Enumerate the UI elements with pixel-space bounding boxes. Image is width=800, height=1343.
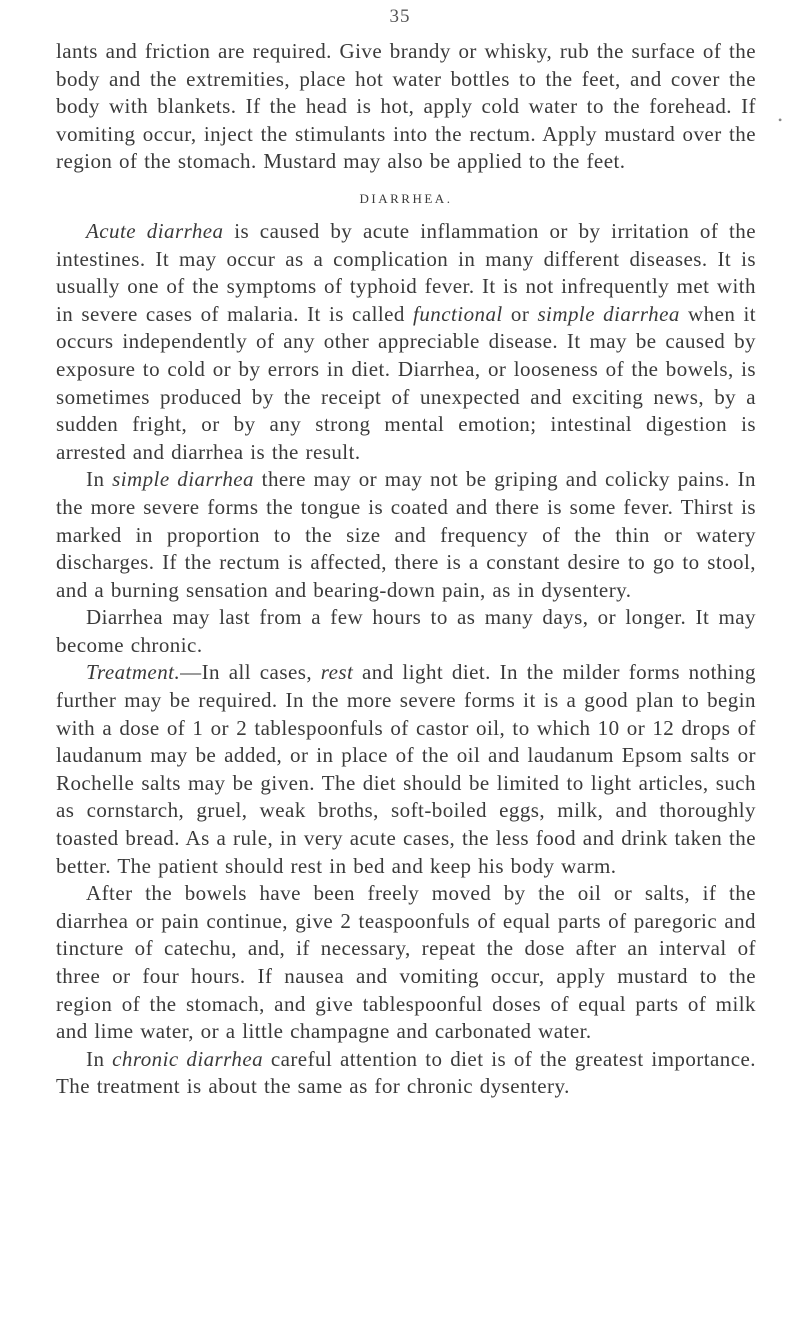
paragraph-acute-diarrhea	[56, 218, 756, 466]
page-number: 35	[389, 6, 411, 27]
text-fragment: —In all cases,	[180, 660, 321, 685]
text-fragment: careful attention to diet is of the greatest importance. The treatment is about the same as for chronic dysentery.	[56, 1046, 756, 1099]
paragraph-chronic	[56, 1046, 756, 1101]
text-fragment: or	[502, 301, 538, 326]
paragraph-continuation: lants and friction are required. Give brandy or whisky, rub the surface of the body and the extremities, place hot water bottles to the feet, and cover the body with blankets. If the head is hot, apply cold water to the forehead. If vomiting occur, inject the stimulants into the rectum. Apply mustard over the region of the stomach. Mustard may also be applied to the feet.	[56, 39, 756, 174]
term-treatment: Treatment.	[86, 660, 181, 685]
text-fragment: and light diet. In the milder forms nothing further may be required. In the more severe forms it is a good plan to begin with a dose of 1 or 2 tablespoonfuls of castor oil, to which 10 or 12 drops of laudanum may be added, or in place of the oil and laudanum Epsom salts or Rochelle salts may be given. The diet should be limited to light articles, such as cornstarch, gruel, weak broths, soft-boiled eggs, milk, and thoroughly toasted bread. As a rule, in very acute cases, the less food and drink taken the better. The patient should rest in bed and keep his body warm.	[56, 660, 756, 878]
text-fragment: In	[86, 1046, 113, 1071]
term-simple-diarrhea: simple diarrhea	[112, 467, 254, 492]
text-fragment: is caused by acute inflammation or by irritation of the intestines. It may occur as a complication in many different diseases. It is usually one of the symptoms of typhoid fever. It is not infrequently met with in severe cases of malaria. It is called	[56, 218, 756, 326]
section-heading: DIARRHEA.	[359, 190, 453, 206]
body-text	[56, 38, 756, 1101]
paragraph-treatment	[56, 659, 756, 880]
text-fragment: there may or may not be griping and colicky pains. In the more severe forms the tongue is coated and there is some fever. Thirst is marked in proportion to the size and frequency of the thin or watery discharges. If the rectum is affected, there is a constant desire to go to stool, and a burning sensation and bearing-down pain, as in dysentery.	[56, 467, 757, 602]
text-fragment: In	[86, 467, 113, 492]
term-functional: functional	[413, 301, 503, 326]
term-rest: rest	[320, 660, 354, 685]
paragraph-duration: Diarrhea may last from a few hours to as many days, or longer. It may become chronic.	[56, 605, 756, 657]
text-fragment: when it occurs independently of any other appreciable disease. It may be caused by exposure to cold or by errors in diet. Diarrhea, or looseness of the bowels, is sometimes produced by the receipt of unexpected and exciting news, by a sudden fright, or by any strong mental emotion; intestinal digestion is arrested and diarrhea is the result.	[56, 301, 757, 464]
term-chronic-diarrhea: chronic diarrhea	[112, 1046, 264, 1071]
term-simple-diarrhea: simple diarrhea	[537, 301, 680, 326]
margin-mark: •	[778, 113, 783, 127]
term-acute-diarrhea: Acute diarrhea	[86, 218, 224, 243]
paragraph-symptoms	[56, 466, 756, 604]
paragraph-after-bowels: After the bowels have been freely moved by the oil or salts, if the diarrhea or pain continue, give 2 teaspoonfuls of equal parts of paregoric and tincture of catechu, and, if necessary, repeat the dose after an interval of three or four hours. If nausea and vomiting occur, apply mustard to the region of the stomach, and give tablespoonful doses of equal parts of milk and lime water, or a little champagne and carbonated water.	[56, 881, 756, 1044]
